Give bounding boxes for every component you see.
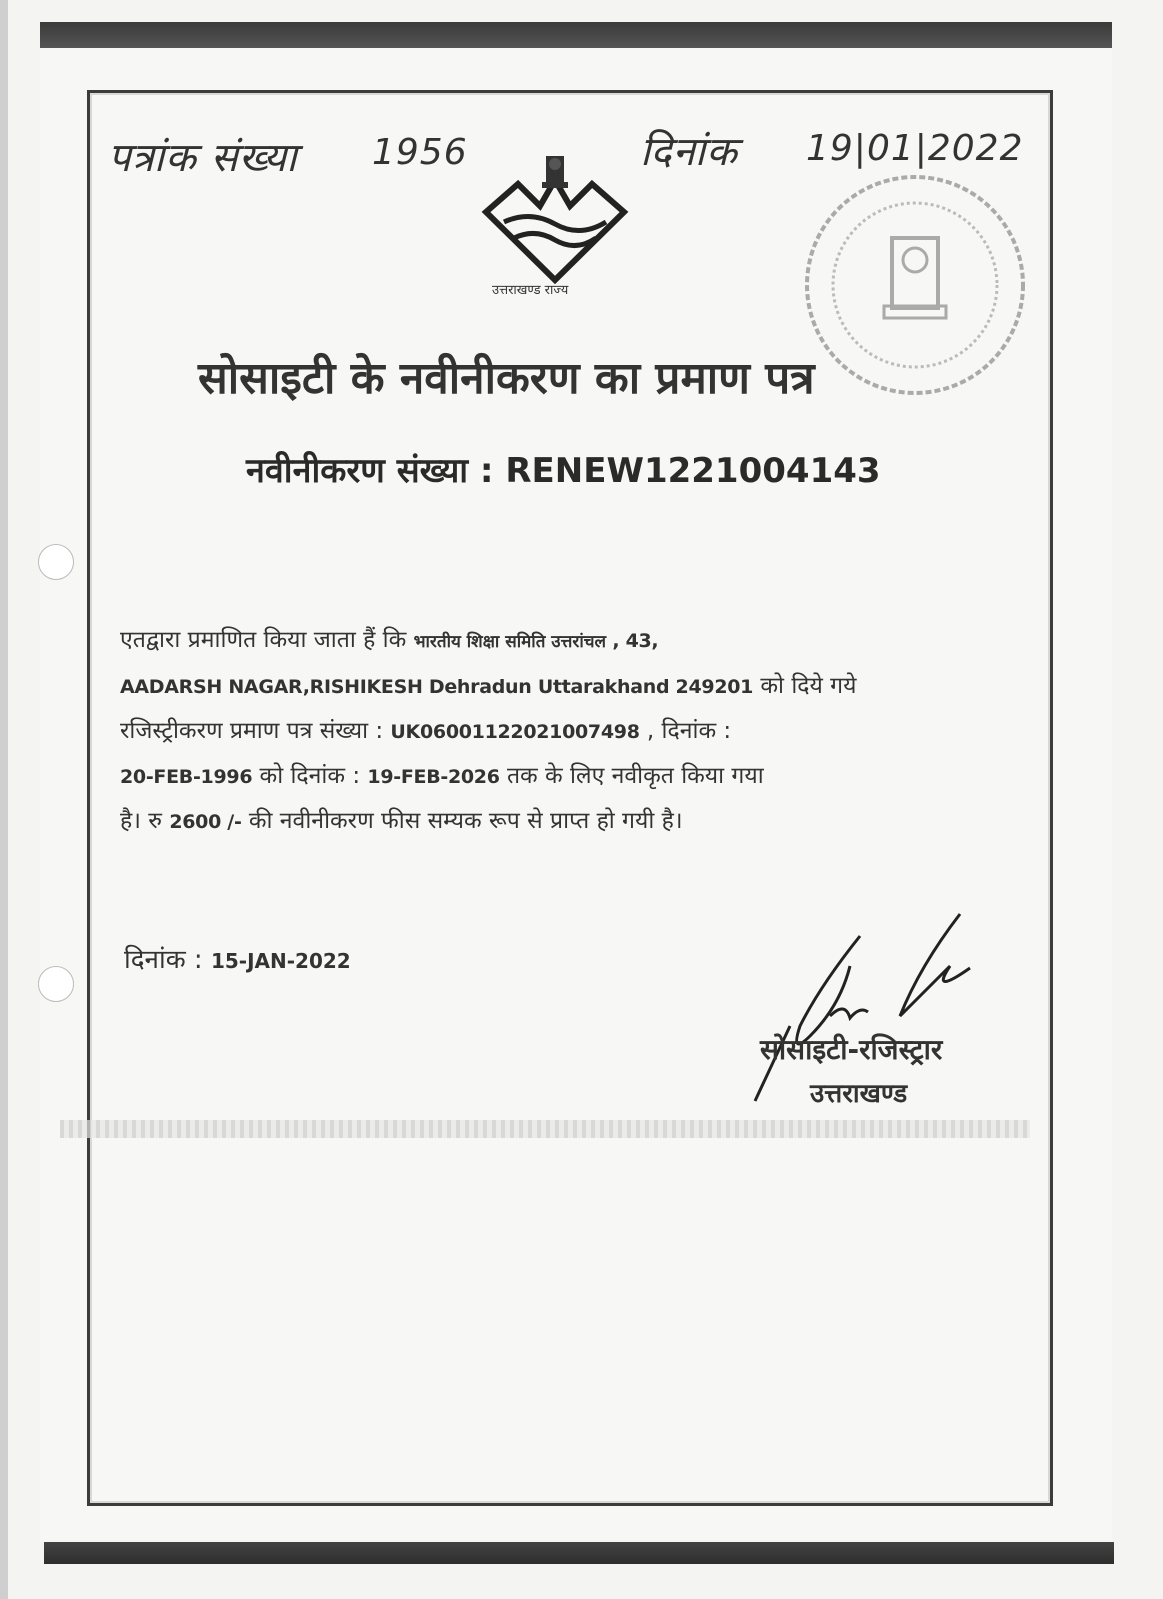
- signatory-state: उत्तराखण्ड: [810, 1079, 908, 1109]
- scan-left-edge: [0, 0, 8, 1599]
- scan-fold-line: [60, 1120, 1030, 1138]
- body-text: को दिये गये: [753, 673, 857, 699]
- header-date-label: दिनांक: [640, 129, 738, 175]
- punch-hole: [38, 544, 74, 580]
- registration-date: 20-FEB-1996: [120, 766, 253, 788]
- renewal-label: नवीनीकरण संख्या :: [246, 451, 494, 491]
- scan-top-bar: [40, 22, 1112, 48]
- ashoka-seal-icon: [800, 170, 1030, 400]
- issue-date: 15-JAN-2022: [210, 949, 351, 973]
- body-text: की नवीनीकरण फीस सम्यक रूप से प्राप्त हो गयी है।: [241, 808, 683, 834]
- renewal-fee: 2600 /-: [169, 811, 242, 833]
- renewal-number: RENEW1221004143: [505, 451, 881, 491]
- body-text: है। रु: [120, 808, 170, 834]
- scan-bottom-bar: [44, 1542, 1114, 1564]
- emblem-caption: उत्तराखण्ड राज्य: [492, 283, 569, 298]
- registration-number: UK06001122021007498: [390, 721, 640, 743]
- society-address: AADARSH NAGAR,RISHIKESH Dehradun Uttarakhand 249201: [120, 676, 754, 698]
- valid-until-date: 19-FEB-2026: [367, 766, 500, 788]
- body-text: , 43,: [606, 630, 659, 652]
- body-text: को दिनांक :: [252, 763, 368, 789]
- header-date-value: 19|01|2022: [806, 128, 1024, 169]
- uttarakhand-emblem-icon: [480, 150, 630, 300]
- certificate-body: [120, 618, 1000, 844]
- reference-number: 1956: [372, 132, 468, 173]
- reference-label: पत्रांक संख्या: [108, 135, 298, 181]
- body-text: एतद्वारा प्रमाणित किया जाता हैं कि: [120, 627, 414, 653]
- society-name: भारतीय शिक्षा समिति उत्तरांचल: [413, 632, 607, 652]
- signatory-title: सोसाइटी-रजिस्ट्रार: [760, 1033, 943, 1066]
- body-text: रजिस्ट्रीकरण प्रमाण पत्र संख्या :: [120, 718, 391, 744]
- body-text: तक के लिए नवीकृत किया गया: [499, 763, 764, 789]
- issue-date-line: [124, 940, 351, 976]
- certificate-title: सोसाइटी के नवीनीकरण का प्रमाण पत्र: [198, 353, 815, 404]
- punch-hole: [38, 966, 74, 1002]
- renewal-number-line: [246, 446, 881, 492]
- body-text: , दिनांक :: [639, 718, 732, 744]
- issue-date-label: दिनांक :: [124, 945, 211, 975]
